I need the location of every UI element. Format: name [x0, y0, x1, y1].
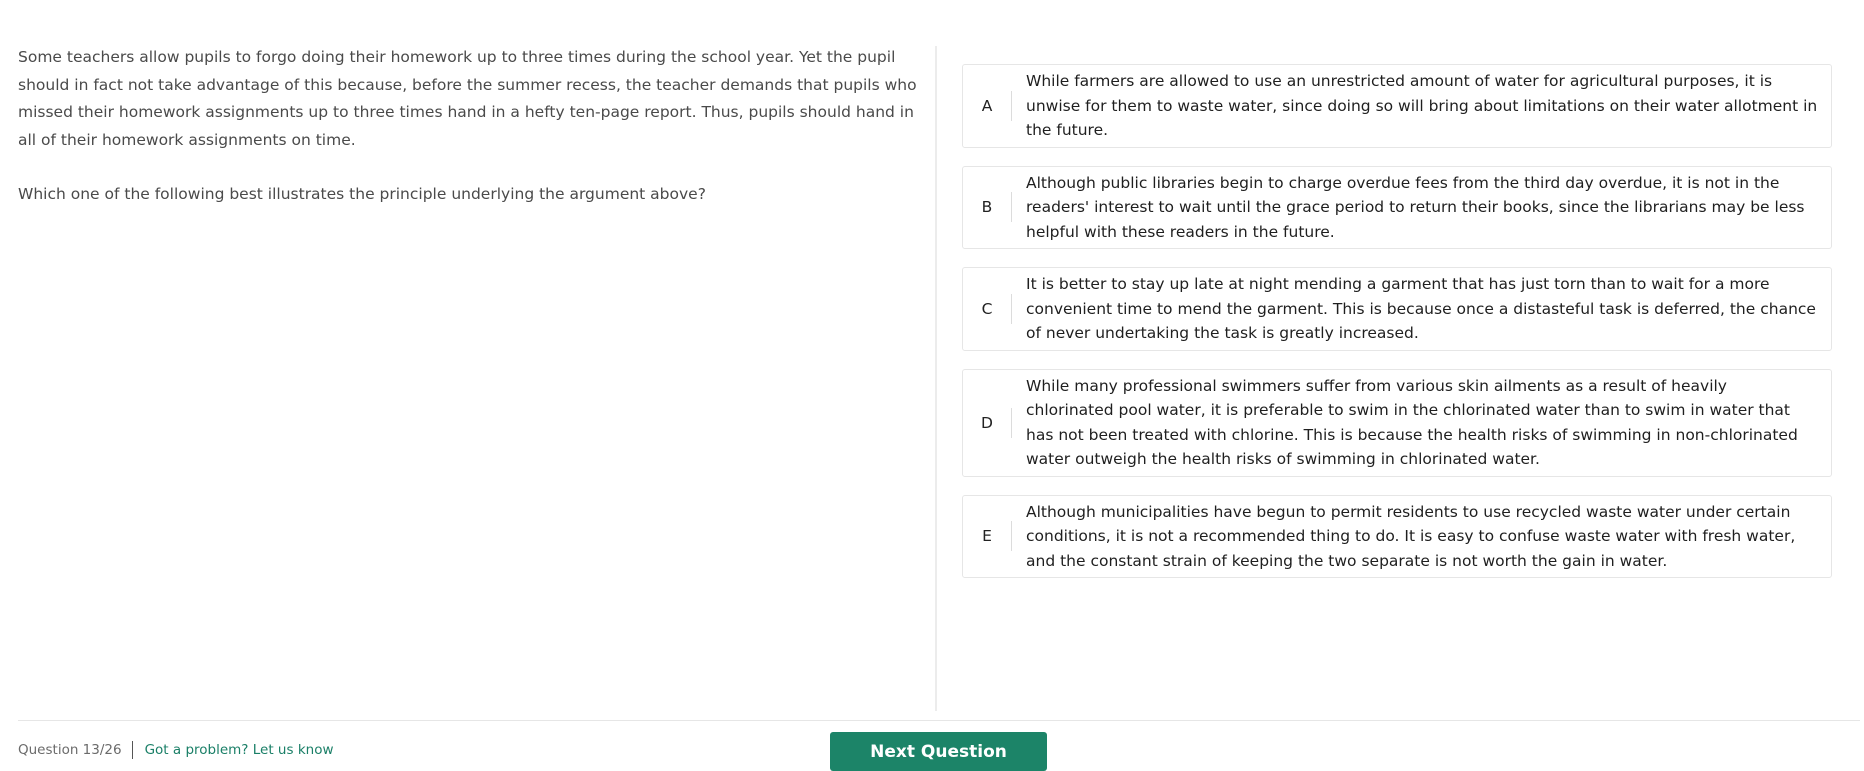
answer-choice-c[interactable]: [962, 267, 1832, 351]
answer-choices: [962, 64, 1832, 596]
choice-letter: E: [982, 527, 992, 546]
choice-text: It is better to stay up late at night mending a garment that has just torn than to wait for a more convenient time to mend the garment. This is because once a distasteful task is deferred, the chance of never undertaking the task is greatly increased.: [1026, 275, 1816, 342]
answer-choice-b[interactable]: [962, 166, 1832, 250]
answer-choice-a[interactable]: [962, 64, 1832, 148]
choice-divider: [1011, 294, 1012, 324]
answer-choice-e[interactable]: [962, 495, 1832, 579]
choice-divider: [1011, 408, 1012, 438]
choice-text: Although municipalities have begun to permit residents to use recycled waste water under certain conditions, it is not a recommended thing to do. It is easy to confuse waste water with fresh water, and the constant strain of keeping the two separate is not worth the gain in water.: [1026, 502, 1796, 570]
choice-letter: D: [981, 413, 993, 432]
choice-letter: A: [981, 96, 993, 115]
question-stem: Which one of the following best illustrates the principle underlying the argument above?: [18, 185, 706, 203]
footer-info: [18, 741, 334, 759]
choice-text: While farmers are allowed to use an unrestricted amount of water for agricultural purposes, it is unwise for them to waste water, since doing so will bring about limitations on their water allotment in the future.: [1026, 72, 1818, 139]
next-question-button[interactable]: Next Question: [830, 732, 1047, 771]
choice-divider: [1011, 192, 1012, 222]
choice-letter: C: [981, 299, 993, 318]
answer-choice-d[interactable]: [962, 369, 1832, 477]
question-counter: Question 13/26: [18, 742, 122, 758]
pane-divider: [935, 46, 937, 711]
footer-separator: [132, 741, 133, 759]
report-problem-link[interactable]: Got a problem? Let us know: [144, 742, 334, 758]
footer-divider: [18, 720, 1860, 721]
choice-text: While many professional swimmers suffer from various skin ailments as a result of heavily chlorinated pool water, it is preferable to swim in the chlorinated water than to swim in water that has not been treated with chlorine. This is because the health risks of swimming in non-chlorinated water outweigh the health risks of swimming in chlorinated water.: [1026, 376, 1798, 468]
choice-divider: [1011, 521, 1012, 551]
choice-divider: [1011, 91, 1012, 121]
choice-letter: B: [981, 198, 993, 217]
passage-text: Some teachers allow pupils to forgo doing their homework up to three times during the school year. Yet the pupil should in fact not take advantage of this because, before the summer recess, the teacher demands that pupils who missed their homework assignments up to three times hand in a hefty ten-page report. Thus, pupils should hand in all of their homework assignments on time.: [18, 48, 917, 149]
choice-text: Although public libraries begin to charge overdue fees from the third day overdue, it is not in the readers' interest to wait until the grace period to return their books, since the librarians may be less helpful with these readers in the future.: [1026, 173, 1805, 241]
passage-pane: [18, 44, 928, 209]
